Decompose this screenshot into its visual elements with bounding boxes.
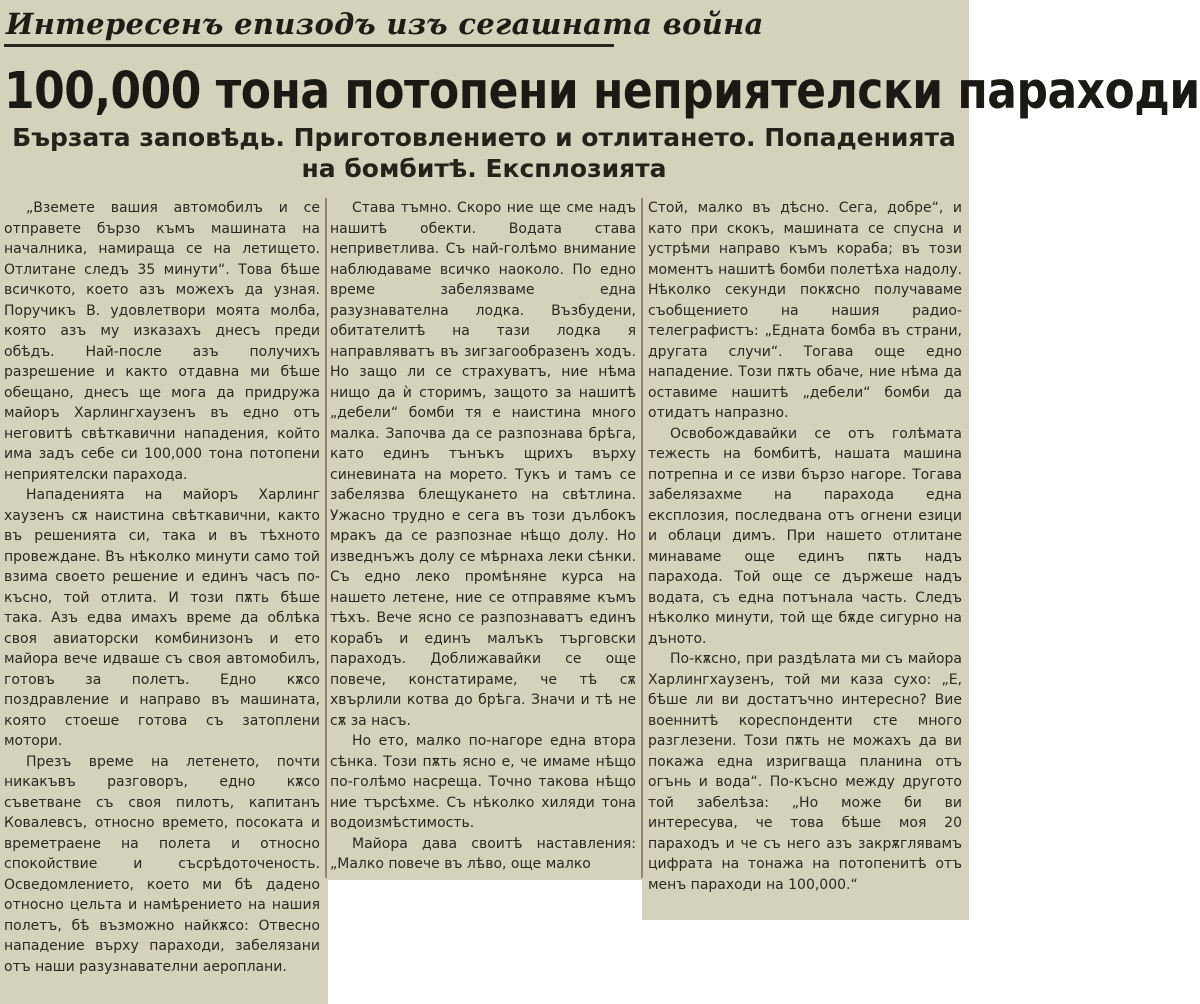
paragraph: По-кѫсно, при раздѣлата ми съ майора Харлингхаузенъ, той ми каза сухо: „Е, бѣше ли ви достатъчно интересно? Вие военнитѣ кореспонденти сте много разглезени. Този пѫть не можахъ да ви покажа една изригваща планина отъ огънь и вода“. По-късно между другото той забелѣза: „Но може би ви интересува, че това бѣше моя 20 параходъ и че съ него азъ закрѫглявамъ цифрата на тонажа на потопенитѣ отъ менъ параходи на 100,000.“ [648,651,962,893]
text-column-3 [648,198,962,895]
text-column-2 [330,198,636,875]
article-subheadline: Бързата заповѣдь. Приготовлението и отлитането. Попаденията на бомбитѣ. Експлозията [12,123,956,183]
paragraph: Стой, малко въ дѣсно. Сега, добре“, и като при скокъ, машината се спусна и устрѣми направо къмъ кораба; въ този моментъ нашитѣ бомби полетѣха надолу. Нѣколко секунди покѫсно получаваме съобщението на нашия радио-телеграфистъ: „Едната бомба въ страни, другата случи“. Тогава още едно нападение. Този пѫть обаче, ние нѣма да оставиме нашитѣ „дебели“ бомби да отидатъ напразно. [648,200,962,421]
paragraph: „Вземете вашия автомобилъ и се отправете бързо къмъ машината на началника, намираща се на летището. Отлитане следъ 35 минути“. Това бѣше всичкото, което азъ можехъ да узная. Поручикъ В. удовлетвори моята молба, която азъ му изказахъ днесъ преди обѣдъ. Най-после азъ получихъ разрешение и както отдавна ми бѣше обещано, днесъ ще мога да придружа майоръ Харлингхаузенъ въ едно отъ неговитѣ свѣткавични нападения, който има задъ себе си 100,000 тона потопени неприятелски парахода. [4,200,320,483]
column-divider [641,198,643,878]
paragraph: Но ето, малко по-нагоре една втора сѣнка. Този пѫть ясно е, че имаме нѣщо по-голѣмо насреща. Точно такова нѣщо ние търсѣхме. Съ нѣколко хиляди тона водоизмѣстимость. [330,733,636,831]
article-headline: 100,000 тона потопени неприятелски параходи [4,61,1200,121]
paragraph: Презъ време на летенето, почти никакъвъ разговоръ, едно кѫсо съветване съ своя пилотъ, капитанъ Ковалевсъ, относно времето, посоката и времетраене на полета и относно спокойствие и съсрѣдоточеность. Осведомлението, което ми бѣ дадено относно цельта и намѣрението на нашия полетъ, бѣ възможно найкѫсо: Отвесно нападение върху параходи, забелязани отъ наши разузнавателни аероплани. [4,753,320,975]
text-column-1 [4,198,320,977]
column-divider [325,198,327,878]
kicker-underline [4,44,614,47]
article-kicker: Интересенъ епизодъ изъ сегашната война [6,7,764,41]
paragraph: Става тъмно. Скоро ние ще сме надъ нашитѣ обекти. Водата става неприветлива. Съ най-голѣмо внимание наблюдаваме всичко наоколо. По едно време забелязваме една разузнавателна лодка. Възбудени, обитателитѣ на тази лодка я направляватъ въ зигзагообразенъ ходъ. Но защо ли се страхуватъ, ние нѣма нищо да ѝ сторимъ, защото за нашитѣ „дебели“ бомби тя е наистина много малка. Започва да се разпознава брѣга, като единъ тънъкъ щрихъ върху синевината на морето. Тукъ и тамъ се забелязва блещукането на свѣтлина. Ужасно трудно е сега въ този дълбокъ мракъ да се разпознае нѣщо долу. Но изведнъжъ долу се мѣрнаха леки сѣнки. Съ едно леко промѣняне курса на нашето летене, ние се отправяме къмъ тѣхъ. Вече ясно се разпознаватъ единъ корабъ и единъ малъкъ търговски параходъ. Доближавайки се още повече, констатираме, че тѣ сѫ хвърлили котва до брѣга. Значи и тѣ не сѫ за насъ. [330,200,636,729]
paragraph: Майора дава своитѣ наставления: „Малко повече въ лѣво, още малко [330,835,636,872]
paragraph: Нападенията на майоръ Харлинг хаузенъ сѫ наистина свѣткавични, както въ решенията си, така и въ тѣхното провеждане. Въ нѣколко минути само той взима своето решение и единъ часъ по-късно, той отлита. И този пѫть бѣше така. Азъ едва имахъ време да облѣка своя авиаторски комбинизонъ и ето майора вече идваше съ своя автомобилъ, готовъ за полетъ. Едно кѫсо поздравление и направо въ машината, която стоеше готова съ затоплени мотори. [4,487,320,749]
paragraph: Освобождавайки се отъ голѣмата тежесть на бомбитѣ, нашата машина потрепна и се изви бързо нагоре. Тогава забелязахме на парахода една експлозия, последвана отъ огнени езици и облаци димъ. При нашето отлитане минаваме още единъ пѫть надъ парахода. Той още се държеше надъ водата, съ една потънала часть. Следъ нѣколко минути, той ще бѫде сигурно на дъното. [648,425,962,647]
